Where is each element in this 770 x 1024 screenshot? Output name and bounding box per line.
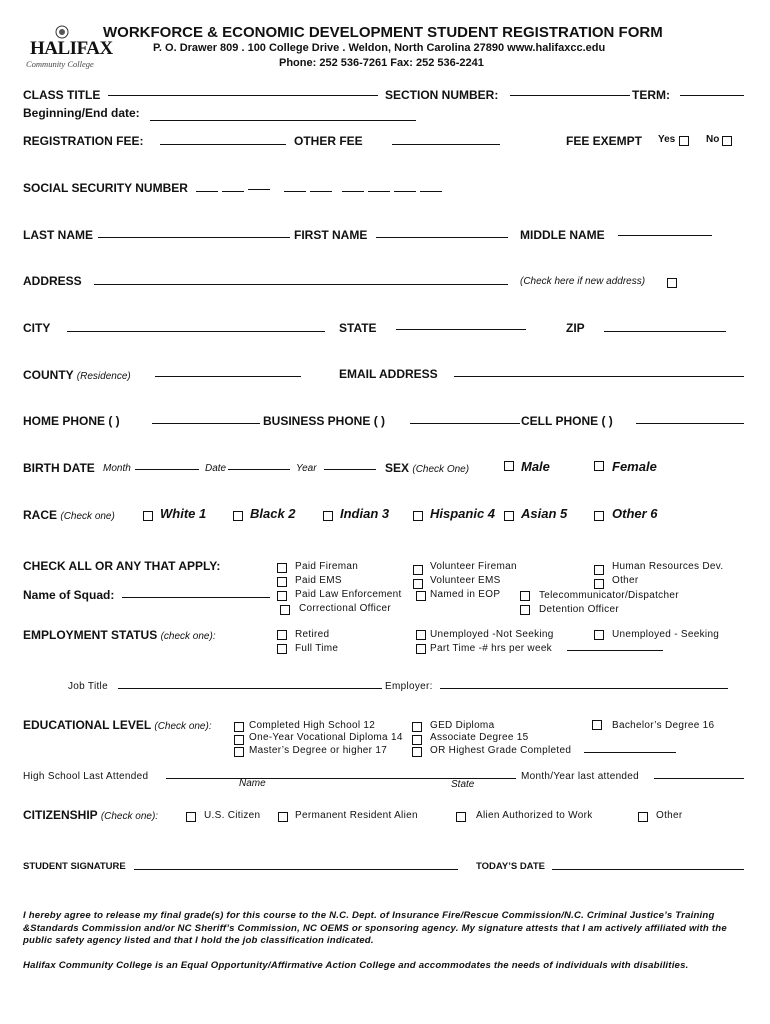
county-residence-note: (Residence) (76, 371, 131, 382)
us-citizen-label: U.S. Citizen (204, 810, 261, 821)
middle-name-field[interactable] (618, 235, 712, 236)
completed-high-school-checkbox[interactable] (234, 722, 244, 732)
month-year-attended-label: Month/Year last attended (521, 771, 640, 782)
paid-fireman-label: Paid Fireman (295, 561, 359, 572)
student-signature-field[interactable] (134, 869, 458, 870)
completed-high-school-label: Completed High School 12 (249, 720, 376, 731)
employment-check-one-note: (check one): (160, 631, 216, 642)
cell-phone-label: CELL PHONE ( ) (521, 414, 613, 428)
education-level-label: EDUCATIONAL LEVEL (Check one): (23, 718, 212, 732)
fee-exempt-label: FEE EXEMPT (566, 134, 643, 148)
race-white-label: White 1 (160, 506, 207, 521)
fee-exempt-no-label: No (706, 134, 720, 145)
race-black-checkbox[interactable] (233, 511, 243, 521)
alien-authorized-checkbox[interactable] (456, 812, 466, 822)
other-apply-label: Other (612, 575, 639, 586)
first-name-field[interactable] (376, 237, 508, 238)
us-citizen-checkbox[interactable] (186, 812, 196, 822)
part-time-label: Part Time -# hrs per week (430, 643, 552, 654)
sex-label: SEX (Check One) (385, 461, 470, 475)
paid-fireman-checkbox[interactable] (277, 563, 287, 573)
email-label: EMAIL ADDRESS (339, 367, 438, 381)
business-phone-field[interactable] (410, 423, 520, 424)
birth-day-field[interactable] (228, 469, 290, 470)
city-field[interactable] (67, 331, 325, 332)
high-school-name-caption: Name (239, 778, 266, 789)
term-label: TERM: (632, 88, 670, 102)
college-logo (22, 24, 113, 74)
fee-exempt-yes-label: Yes (658, 134, 676, 145)
email-field[interactable] (454, 376, 744, 377)
business-phone-label: BUSINESS PHONE ( ) (263, 414, 386, 428)
sex-female-checkbox[interactable] (594, 461, 604, 471)
last-name-label: LAST NAME (23, 228, 93, 242)
form-title: WORKFORCE & ECONOMIC DEVELOPMENT STUDENT REGISTRATION FORM (103, 24, 663, 41)
month-year-attended-field[interactable] (654, 778, 744, 779)
paid-ems-label: Paid EMS (295, 575, 342, 586)
begin-end-date-field[interactable] (150, 120, 416, 121)
full-time-label: Full Time (295, 643, 339, 654)
cell-phone-field[interactable] (636, 423, 744, 424)
paid-law-enforcement-label: Paid Law Enforcement (295, 589, 402, 600)
state-field[interactable] (396, 329, 526, 330)
address-label: ADDRESS (23, 274, 82, 288)
correctional-officer-label: Correctional Officer (299, 603, 391, 614)
registration-fee-label: REGISTRATION FEE: (23, 134, 144, 148)
race-asian-checkbox[interactable] (504, 511, 514, 521)
eeo-statement: Halifax Community College is an Equal Opportunity/Affirmative Action College and accommodates the needs of individuals with disabilities. (23, 960, 689, 971)
registration-fee-field[interactable] (160, 144, 286, 145)
citizenship-label: CITIZENSHIP (Check one): (23, 808, 159, 822)
bachelors-degree-checkbox[interactable] (592, 720, 602, 730)
class-title-label: CLASS TITLE (23, 88, 101, 102)
named-in-eop-checkbox[interactable] (416, 591, 426, 601)
home-phone-label: HOME PHONE ( ) (23, 414, 120, 428)
detention-officer-checkbox[interactable] (520, 605, 530, 615)
race-black-label: Black 2 (250, 506, 296, 521)
part-time-hours-field[interactable] (567, 650, 663, 651)
associate-degree-label: Associate Degree 15 (430, 732, 529, 743)
state-label: STATE (339, 321, 377, 335)
high-school-label: High School Last Attended (23, 771, 149, 782)
volunteer-fireman-label: Volunteer Fireman (430, 561, 517, 572)
volunteer-ems-label: Volunteer EMS (430, 575, 501, 586)
new-address-note: (Check here if new address) (520, 276, 646, 287)
zip-label: ZIP (566, 321, 585, 335)
correctional-officer-checkbox[interactable] (280, 605, 290, 615)
job-title-field[interactable] (118, 688, 382, 689)
citizenship-other-checkbox[interactable] (638, 812, 648, 822)
last-name-field[interactable] (98, 237, 290, 238)
vocational-diploma-label: One-Year Vocational Diploma 14 (249, 732, 403, 743)
college-phone: Phone: 252 536-7261 Fax: 252 536-2241 (279, 57, 484, 69)
retired-checkbox[interactable] (277, 630, 287, 640)
race-hispanic-label: Hispanic 4 (430, 506, 496, 521)
section-number-field[interactable] (510, 95, 630, 96)
birth-month-field[interactable] (135, 469, 199, 470)
telecommunicator-checkbox[interactable] (520, 591, 530, 601)
birth-date-day-label: Date (205, 463, 227, 474)
masters-degree-label: Master’s Degree or higher 17 (249, 745, 388, 756)
job-title-label: Job Title (68, 681, 108, 692)
squad-name-label: Name of Squad: (23, 588, 115, 602)
vocational-diploma-checkbox[interactable] (234, 735, 244, 745)
ged-diploma-label: GED Diploma (430, 720, 495, 731)
employer-label: Employer: (385, 681, 433, 692)
home-phone-field[interactable] (152, 423, 260, 424)
volunteer-fireman-checkbox[interactable] (413, 565, 423, 575)
class-title-field[interactable] (108, 95, 378, 96)
full-time-checkbox[interactable] (277, 644, 287, 654)
county-field[interactable] (155, 376, 301, 377)
race-hispanic-checkbox[interactable] (413, 511, 423, 521)
other-apply-checkbox[interactable] (594, 579, 604, 589)
human-resources-label: Human Resources Dev. (612, 561, 724, 572)
high-school-state-caption: State (451, 779, 475, 790)
telecommunicator-label: Telecommunicator/Dispatcher (539, 590, 679, 601)
race-indian-label: Indian 3 (340, 506, 390, 521)
education-check-one-note: (Check one): (154, 721, 212, 732)
race-other-label: Other 6 (612, 506, 658, 521)
todays-date-label: TODAY’S DATE (476, 861, 545, 872)
detention-officer-label: Detention Officer (539, 604, 619, 615)
first-name-label: FIRST NAME (294, 228, 368, 242)
sex-check-one-note: (Check One) (412, 464, 470, 475)
birth-year-field[interactable] (324, 469, 376, 470)
logo-script: Community College (26, 59, 94, 69)
paid-ems-checkbox[interactable] (277, 577, 287, 587)
section-number-label: SECTION NUMBER: (385, 88, 499, 102)
unemployed-seeking-label: Unemployed - Seeking (612, 629, 720, 640)
associate-degree-checkbox[interactable] (412, 735, 422, 745)
squad-name-field[interactable] (122, 597, 270, 598)
highest-grade-checkbox[interactable] (412, 747, 422, 757)
named-in-eop-label: Named in EOP (430, 589, 501, 600)
new-address-checkbox[interactable] (667, 278, 677, 288)
race-asian-label: Asian 5 (521, 506, 568, 521)
employer-field[interactable] (440, 688, 728, 689)
unemployed-seeking-checkbox[interactable] (594, 630, 604, 640)
unemployed-not-seeking-checkbox[interactable] (416, 630, 426, 640)
alien-authorized-label: Alien Authorized to Work (476, 810, 593, 821)
race-label: RACE (Check one) (23, 508, 115, 522)
citizenship-check-one-note: (Check one): (100, 811, 159, 822)
sex-male-checkbox[interactable] (504, 461, 514, 471)
begin-end-date-label: Beginning/End date: (23, 106, 140, 120)
volunteer-ems-checkbox[interactable] (413, 579, 423, 589)
check-all-label: CHECK ALL OR ANY THAT APPLY: (23, 559, 221, 573)
todays-date-field[interactable] (552, 869, 744, 870)
release-agreement-text: I hereby agree to release my final grade(s) for this course to the N.C. Dept. of Insurance Fire/Rescue Commission/N.C. Criminal Justice’s Training &Standards Commission and/or NC Sheriff’s Commission, NC OEMS or sponsoring agency. My signature attests that I am actively affiliated with the public safety agency listed and that I hold the job classification indicated. (23, 910, 727, 946)
other-fee-label: OTHER FEE (294, 134, 363, 148)
unemployed-not-seeking-label: Unemployed -Not Seeking (430, 629, 554, 640)
race-other-checkbox[interactable] (594, 511, 604, 521)
term-field[interactable] (680, 95, 744, 96)
logo-name: HALIFAX (30, 38, 113, 59)
part-time-checkbox[interactable] (416, 644, 426, 654)
race-white-checkbox[interactable] (143, 511, 153, 521)
address-field[interactable] (94, 284, 508, 285)
city-label: CITY (23, 321, 51, 335)
citizenship-other-label: Other (656, 810, 683, 821)
race-check-one-note: (Check one) (60, 511, 115, 522)
fee-exempt-yes-checkbox[interactable] (679, 136, 689, 146)
permanent-resident-checkbox[interactable] (278, 812, 288, 822)
sex-female-label: Female (612, 459, 657, 474)
highest-grade-field[interactable] (584, 752, 676, 753)
paid-law-enforcement-checkbox[interactable] (277, 591, 287, 601)
retired-label: Retired (295, 629, 330, 640)
birth-date-label: BIRTH DATE (23, 461, 95, 475)
permanent-resident-label: Permanent Resident Alien (295, 810, 418, 821)
zip-field[interactable] (604, 331, 726, 332)
county-label: COUNTY (Residence) (23, 368, 131, 382)
middle-name-label: MIDDLE NAME (520, 228, 605, 242)
highest-grade-label: OR Highest Grade Completed (430, 745, 572, 756)
masters-degree-checkbox[interactable] (234, 747, 244, 757)
fee-exempt-no-checkbox[interactable] (722, 136, 732, 146)
student-signature-label: STUDENT SIGNATURE (23, 861, 126, 872)
birth-month-label: Month (103, 463, 131, 474)
other-fee-field[interactable] (392, 144, 500, 145)
birth-year-label: Year (296, 463, 317, 474)
human-resources-checkbox[interactable] (594, 565, 604, 575)
sex-male-label: Male (521, 459, 550, 474)
ssn-label: SOCIAL SECURITY NUMBER (23, 181, 188, 195)
race-indian-checkbox[interactable] (323, 511, 333, 521)
bachelors-degree-label: Bachelor’s Degree 16 (612, 720, 715, 731)
ged-diploma-checkbox[interactable] (412, 722, 422, 732)
employment-status-label: EMPLOYMENT STATUS (check one): (23, 628, 216, 642)
college-address: P. O. Drawer 809 . 100 College Drive . Weldon, North Carolina 27890 www.halifaxcc.edu (153, 42, 606, 54)
